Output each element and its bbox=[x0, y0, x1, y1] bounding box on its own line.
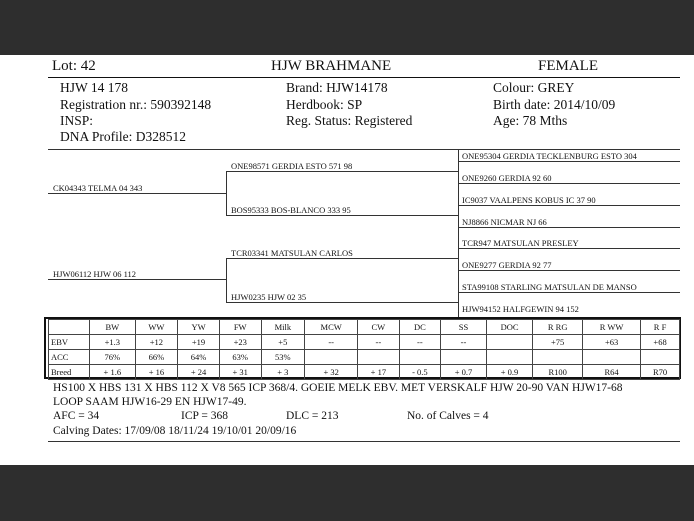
table-cell: + 24 bbox=[178, 365, 220, 380]
table-cell: + 17 bbox=[358, 365, 399, 380]
table-cell: - 0.5 bbox=[399, 365, 441, 380]
sss-name: ONE95304 GERDIA TECKLENBURG ESTO 304 bbox=[462, 151, 637, 161]
table-row-acc bbox=[49, 350, 680, 365]
header-cell: WW bbox=[135, 320, 178, 335]
animal-name: HJW BRAHMANE bbox=[271, 58, 392, 74]
table-cell: -- bbox=[441, 335, 487, 350]
ds-line bbox=[226, 258, 458, 259]
sdd-name: NJ8866 NICMAR NJ 66 bbox=[462, 217, 547, 227]
table-cell: +63 bbox=[583, 335, 641, 350]
table-cell: + 3 bbox=[261, 365, 305, 380]
table-cell: + 0.9 bbox=[486, 365, 532, 380]
dam-line bbox=[48, 279, 226, 280]
table-cell: + 1.6 bbox=[90, 365, 136, 380]
animal-sex: FEMALE bbox=[538, 58, 598, 74]
dsd-line bbox=[458, 270, 680, 271]
sss-line bbox=[458, 161, 680, 162]
table-cell: -- bbox=[399, 335, 441, 350]
dds-name: STA99108 STARLING MATSULAN DE MANSO bbox=[462, 282, 637, 292]
dam-dam-name: HJW0235 HJW 02 35 bbox=[231, 292, 307, 302]
table-header-row bbox=[49, 320, 680, 335]
dsd-name: ONE9277 GERDIA 92 77 bbox=[462, 260, 552, 270]
table-cell bbox=[641, 350, 680, 365]
animal-id: HJW 14 178 bbox=[60, 80, 129, 95]
table-cell: 64% bbox=[178, 350, 220, 365]
afc-stat: AFC = 34 bbox=[53, 410, 100, 422]
dam-bracket bbox=[226, 258, 227, 302]
pedigree-divider bbox=[458, 149, 459, 319]
header-cell: BW bbox=[90, 320, 136, 335]
table-cell: + 31 bbox=[219, 365, 261, 380]
table-cell: -- bbox=[358, 335, 399, 350]
table-cell: +1.3 bbox=[90, 335, 136, 350]
sire-bracket bbox=[226, 171, 227, 215]
ssd-name: ONE9260 GERDIA 92 60 bbox=[462, 173, 552, 183]
insp-field: INSP: bbox=[60, 113, 94, 128]
lot-number: Lot: 42 bbox=[52, 58, 96, 74]
table-cell bbox=[399, 350, 441, 365]
table-cell: +12 bbox=[135, 335, 178, 350]
header-cell: FW bbox=[219, 320, 261, 335]
table-cell: +75 bbox=[533, 335, 583, 350]
age: Age: 78 Mths bbox=[493, 113, 568, 128]
table-cell bbox=[486, 350, 532, 365]
ssd-line bbox=[458, 183, 680, 184]
dss-line bbox=[458, 248, 680, 249]
ddd-name: HJW94152 HALFGEWIN 94 152 bbox=[462, 304, 579, 314]
remarks-line-1: HS100 X HBS 131 X HBS 112 X V8 565 ICP 368/4. GOEIE MELK EBV. MET VERSKALF HJW 20-90 VAN HJW17-68 bbox=[53, 382, 623, 394]
table-cell: +19 bbox=[178, 335, 220, 350]
dds-line bbox=[458, 292, 680, 293]
sire-name: CK04343 TELMA 04 343 bbox=[53, 183, 143, 193]
table-cell bbox=[305, 350, 358, 365]
sds-line bbox=[458, 205, 680, 206]
table-cell: -- bbox=[305, 335, 358, 350]
table-cell: + 32 bbox=[305, 365, 358, 380]
info-rule bbox=[48, 149, 680, 150]
table-cell bbox=[486, 335, 532, 350]
header-cell: R RG bbox=[533, 320, 583, 335]
table-row-ebv bbox=[49, 335, 680, 350]
footer-rule bbox=[48, 441, 680, 442]
table-cell bbox=[583, 350, 641, 365]
table-cell bbox=[441, 350, 487, 365]
header-cell: YW bbox=[178, 320, 220, 335]
ss-line bbox=[226, 171, 458, 172]
table-cell bbox=[358, 350, 399, 365]
table-cell: R70 bbox=[641, 365, 680, 380]
header-cell: R F bbox=[641, 320, 680, 335]
lot-sheet bbox=[0, 55, 694, 465]
table-cell: Breed bbox=[49, 365, 90, 380]
sd-line bbox=[226, 215, 458, 216]
herdbook: Herdbook: SP bbox=[286, 97, 363, 112]
dss-name: TCR947 MATSULAN PRESLEY bbox=[462, 238, 579, 248]
ebv-table bbox=[48, 319, 680, 380]
table-cell bbox=[533, 350, 583, 365]
header-cell: R WW bbox=[583, 320, 641, 335]
dna-profile: DNA Profile: D328512 bbox=[60, 129, 186, 144]
table-cell: +68 bbox=[641, 335, 680, 350]
header-cell bbox=[49, 320, 90, 335]
header-cell: CW bbox=[358, 320, 399, 335]
table-cell: ACC bbox=[49, 350, 90, 365]
header-cell: DOC bbox=[486, 320, 532, 335]
header-cell: Milk bbox=[261, 320, 305, 335]
table-cell: + 0.7 bbox=[441, 365, 487, 380]
dam-sire-name: TCR03341 MATSULAN CARLOS bbox=[231, 248, 353, 258]
table-cell: +5 bbox=[261, 335, 305, 350]
sire-line bbox=[48, 193, 226, 194]
sire-dam-name: BOS95333 BOS-BLANCO 333 95 bbox=[231, 205, 351, 215]
brand: Brand: HJW14178 bbox=[286, 80, 388, 95]
table-cell: 66% bbox=[135, 350, 178, 365]
sire-sire-name: ONE98571 GERDIA ESTO 571 98 bbox=[231, 161, 353, 171]
colour: Colour: GREY bbox=[493, 80, 575, 95]
header-cell: SS bbox=[441, 320, 487, 335]
registration-number: Registration nr.: 590392148 bbox=[60, 97, 212, 112]
table-cell: + 16 bbox=[135, 365, 178, 380]
icp-stat: ICP = 368 bbox=[181, 410, 228, 422]
table-cell: 53% bbox=[261, 350, 305, 365]
dd-line bbox=[226, 302, 458, 303]
table-cell: +23 bbox=[219, 335, 261, 350]
sds-name: IC9037 VAALPENS KOBUS IC 37 90 bbox=[462, 195, 596, 205]
dlc-stat: DLC = 213 bbox=[286, 410, 339, 422]
table-cell: 76% bbox=[90, 350, 136, 365]
calves-stat: No. of Calves = 4 bbox=[407, 410, 489, 422]
header-cell: DC bbox=[399, 320, 441, 335]
header-rule bbox=[48, 77, 680, 78]
header-cell: MCW bbox=[305, 320, 358, 335]
registration-status: Reg. Status: Registered bbox=[286, 113, 413, 128]
table-cell: EBV bbox=[49, 335, 90, 350]
table-cell: 63% bbox=[219, 350, 261, 365]
remarks-line-2: LOOP SAAM HJW16-29 EN HJW17-49. bbox=[53, 396, 247, 408]
calving-dates: Calving Dates: 17/09/08 18/11/24 19/10/01 20/09/16 bbox=[53, 425, 297, 437]
sdd-line bbox=[458, 227, 680, 228]
dam-name: HJW06112 HJW 06 112 bbox=[53, 269, 137, 279]
table-cell: R64 bbox=[583, 365, 641, 380]
table-cell: R100 bbox=[533, 365, 583, 380]
birth-date: Birth date: 2014/10/09 bbox=[493, 97, 616, 112]
table-row-breed bbox=[49, 365, 680, 380]
